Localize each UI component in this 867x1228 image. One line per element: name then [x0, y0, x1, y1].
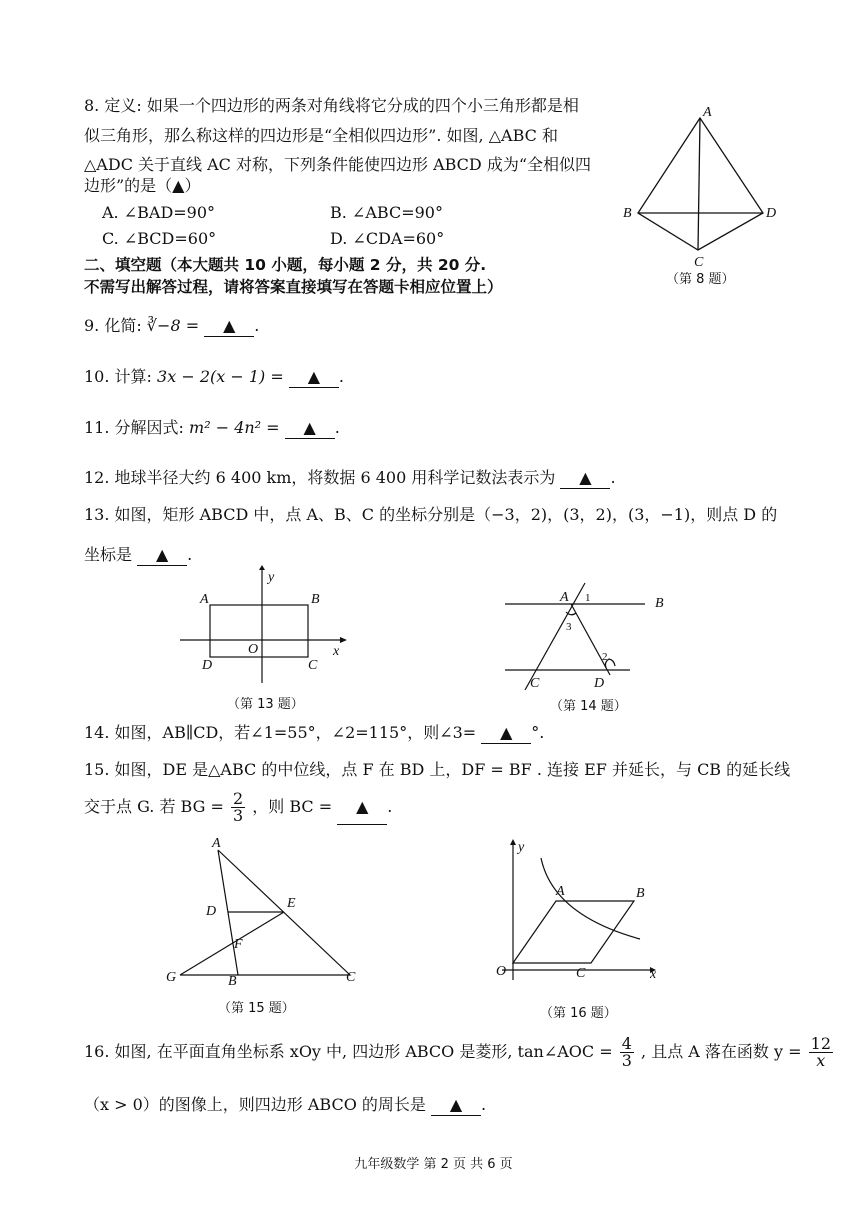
f13-label-d: D [202, 658, 213, 673]
q10 [84, 367, 344, 388]
q8-option-b: B. ∠ABC=90° [330, 203, 443, 222]
q12-text: 12. 地球半径大约 6 400 km，将数据 6 400 用科学记数法表示为 [84, 468, 556, 487]
f16-label-x: x [650, 967, 657, 982]
q16-l2: （x > 0）的图像上，则四边形 ABCO 的周长是 [84, 1095, 426, 1114]
q14-caption: （第 14 题） [550, 699, 627, 714]
section-note: 不需写出解答过程，请将答案直接填写在答题卡相应位置上） [84, 278, 503, 296]
f14-label-2: 2 [602, 651, 608, 663]
q16-line-2 [84, 1095, 486, 1116]
q16-fn-num: 12 [810, 1034, 831, 1053]
q11-suffix: . [334, 418, 340, 437]
f15-label-b: B [228, 974, 237, 989]
f16-label-c: C [576, 966, 586, 981]
f15-label-d: D [206, 904, 217, 919]
q16-suffix: . [481, 1095, 487, 1114]
q16-l1a: 16. 如图, 在平面直角坐标系 xOy 中, 四边形 ABCO 是菱形, tan∠AOC = [84, 1042, 613, 1061]
figure-8 [620, 100, 790, 270]
q15-frac-den: 3 [232, 806, 244, 825]
q9-suffix: . [254, 316, 260, 335]
q13-suffix: . [187, 545, 193, 564]
f13-label-a: A [200, 592, 209, 607]
q15-l2a: 交于点 G. 若 BG = [84, 797, 224, 816]
q16-line-1 [84, 1035, 835, 1069]
q11-answer-blank[interactable]: ▲ [285, 418, 335, 439]
f13-label-c: C [308, 658, 318, 673]
q13-caption: （第 13 题） [227, 697, 304, 712]
q8-line-3: △ADC 关于直线 AC 对称，下列条件能使四边形 ABCD 成为“全相似四 [84, 155, 592, 174]
q8-option-d: D. ∠CDA=60° [330, 229, 445, 248]
q16-function-fraction [809, 1036, 833, 1069]
q16-tan-fraction [620, 1036, 634, 1069]
section-title: 二、填空题（本大题共 10 小题，每小题 2 分，共 20 分. [84, 256, 487, 274]
q16-tan-den: 3 [621, 1051, 632, 1070]
q8-caption: （第 8 题） [666, 272, 735, 287]
f8-label-a: A [703, 105, 712, 120]
q8-line-2: 似三角形，那么称这样的四边形是“全相似四边形”. 如图, △ABC 和 [84, 126, 558, 145]
figure-13 [180, 565, 360, 685]
q11-expr: m² − 4n² = [189, 418, 280, 437]
figure-14 [500, 580, 680, 690]
f8-label-d: D [766, 206, 777, 221]
f14-label-c: C [530, 676, 540, 691]
f14-label-3: 3 [566, 621, 572, 633]
q9 [84, 316, 259, 337]
q13-answer-blank[interactable]: ▲ [137, 545, 187, 566]
f14-label-a: A [560, 590, 569, 605]
f16-label-b: B [636, 886, 645, 901]
f14-label-1: 1 [585, 592, 591, 604]
q14 [84, 723, 544, 744]
q16-fn-den: x [816, 1051, 826, 1070]
f16-label-y: y [518, 840, 525, 855]
f15-label-f: F [234, 937, 243, 952]
f13-label-o: O [248, 642, 259, 657]
q15-frac-num: 2 [232, 789, 244, 808]
q8-line-4: 边形”的是（▲） [84, 176, 201, 195]
q14-suffix: °. [531, 723, 545, 742]
f16-label-a: A [556, 884, 565, 899]
q16-answer-blank[interactable]: ▲ [431, 1095, 481, 1116]
q16-l1b: , 且点 A 落在函数 y = [641, 1042, 802, 1061]
f16-label-o: O [496, 964, 507, 979]
q14-text: 14. 如图，AB∥CD，若∠1=55°，∠2=115°，则∠3= [84, 723, 477, 742]
q13-l2-text: 坐标是 [84, 545, 133, 564]
q11 [84, 418, 340, 439]
q12-suffix: . [610, 468, 616, 487]
q14-answer-blank[interactable]: ▲ [481, 723, 531, 744]
q10-answer-blank[interactable]: ▲ [289, 367, 339, 388]
f15-label-g: G [166, 970, 177, 985]
q9-answer-blank[interactable]: ▲ [204, 316, 254, 337]
q15-suffix: . [387, 797, 393, 816]
q9-expr: ∛−8 = [146, 316, 200, 335]
q10-prefix: 10. 计算: [84, 367, 152, 386]
q15-caption: （第 15 题） [218, 1001, 295, 1016]
q15-line-1: 15. 如图，DE 是△ABC 的中位线，点 F 在 BD 上，DF = BF . 连接 EF 并延长，与 CB 的延长线 [84, 760, 791, 779]
q15-l2b: ，则 BC = [252, 797, 333, 816]
q13-line-2 [84, 545, 192, 566]
q8-option-a: A. ∠BAD=90° [102, 203, 216, 222]
q15-line-2 [84, 790, 392, 825]
f14-label-b: B [655, 596, 664, 611]
q10-expr: 3x − 2(x − 1) = [157, 367, 284, 386]
f15-label-e: E [287, 896, 296, 911]
q12 [84, 468, 616, 489]
q15-fraction [231, 791, 245, 824]
q12-answer-blank[interactable]: ▲ [560, 468, 610, 489]
f13-label-b: B [311, 592, 320, 607]
q16-tan-num: 4 [621, 1034, 632, 1053]
q10-suffix: . [338, 367, 344, 386]
figure-16 [490, 835, 670, 985]
f13-label-y: y [268, 570, 275, 585]
q8-line-1: 8. 定义: 如果一个四边形的两条对角线将它分成的四个小三角形都是相 [84, 96, 579, 115]
q11-prefix: 11. 分解因式: [84, 418, 184, 437]
q8-option-c: C. ∠BCD=60° [102, 229, 217, 248]
f15-label-c: C [346, 970, 356, 985]
q15-answer-blank[interactable]: ▲ [337, 790, 387, 825]
figure-15 [160, 835, 370, 990]
f8-label-b: B [623, 206, 632, 221]
f15-label-a: A [212, 836, 221, 851]
q13-line-1: 13. 如图，矩形 ABCD 中，点 A、B、C 的坐标分别是（−3，2)，(3，2)，(3，−1)，则点 D 的 [84, 505, 778, 524]
page-footer: 九年级数学 第 2 页 共 6 页 [354, 1157, 513, 1172]
f14-label-d: D [594, 676, 605, 691]
f8-label-c: C [694, 255, 704, 270]
q16-caption: （第 16 题） [540, 1006, 617, 1021]
q9-prefix: 9. 化简: [84, 316, 142, 335]
f13-label-x: x [333, 644, 340, 659]
